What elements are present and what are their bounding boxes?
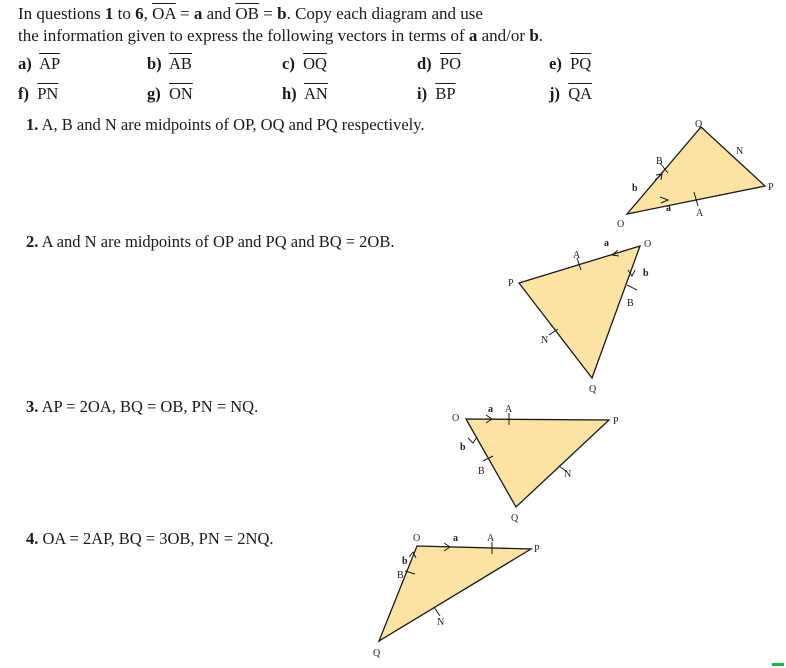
intro-text: and/or bbox=[477, 26, 530, 45]
intro-text: to bbox=[113, 4, 136, 23]
diagram-1-label-b: B bbox=[656, 156, 663, 167]
corner-marker bbox=[772, 663, 784, 666]
diagram-4-vec-a: a bbox=[453, 533, 458, 544]
item-j: j) $\overline{QA}$ bbox=[549, 84, 593, 103]
diagram-1-label-a: A bbox=[696, 208, 704, 219]
intro-text: . Copy each diagram and use bbox=[286, 4, 483, 23]
diagram-3-label-q: Q bbox=[511, 513, 519, 524]
intro-q-start: 1 bbox=[104, 4, 114, 23]
question-4: 4. OA = 2AP, BQ = 3OB, PN = 2NQ. bbox=[26, 529, 274, 548]
diagram-4-label-a: A bbox=[487, 533, 495, 544]
intro-text: In questions bbox=[18, 4, 105, 23]
diagram-4-label-p: P bbox=[534, 544, 540, 555]
diagram-4-label-q: Q bbox=[373, 648, 381, 659]
diagram-1-label-n: N bbox=[736, 146, 744, 157]
diagram-2-label-p: P bbox=[508, 278, 514, 289]
intro-text: the information given to express the following vectors in terms of bbox=[18, 26, 469, 45]
intro-text: , bbox=[143, 4, 153, 23]
diagram-3-label-o: O bbox=[452, 413, 460, 424]
item-b: b) $\overline{AB}$ bbox=[147, 54, 192, 73]
diagram-3-arrowhead-b bbox=[468, 437, 477, 443]
question-2: 2. A and N are midpoints of OP and PQ and BQ = 2OB. bbox=[26, 232, 395, 251]
item-c: c) $\overline{OQ}$ bbox=[282, 54, 327, 73]
diagram-2-label-b: B bbox=[627, 298, 634, 309]
item-a: a) $\overline{AP}$ bbox=[18, 54, 61, 73]
diagram-1-label-o: O bbox=[617, 219, 625, 230]
intro-text: . bbox=[538, 26, 544, 45]
diagram-3-triangle bbox=[466, 419, 609, 507]
intro-q-end: 6 bbox=[135, 4, 144, 23]
diagram-3 bbox=[452, 404, 619, 524]
diagram-3-label-p: P bbox=[613, 416, 619, 427]
diagram-1-triangle bbox=[627, 127, 765, 214]
diagram-2-tick-b bbox=[627, 285, 637, 290]
vector-a: a bbox=[193, 4, 203, 23]
diagram-2-label-n: N bbox=[541, 335, 549, 346]
diagram-1-label-p: P bbox=[768, 182, 774, 193]
vector-oa: $\overline{OA}$ bbox=[152, 4, 176, 23]
item-e: e) $\overline{PQ}$ bbox=[549, 54, 592, 73]
diagram-1-vec-b: b bbox=[632, 183, 638, 194]
diagram-2-vec-b: b bbox=[643, 268, 649, 279]
vector-b: b bbox=[277, 4, 287, 23]
diagram-4-label-n: N bbox=[437, 617, 445, 628]
vector-b: b bbox=[529, 26, 539, 45]
item-f: f) $\overline{PN}$ bbox=[18, 84, 59, 103]
item-i: i) $\overline{BP}$ bbox=[417, 84, 456, 103]
diagram-4-vec-b: b bbox=[402, 556, 408, 567]
item-g: g) $\overline{ON}$ bbox=[147, 84, 193, 103]
diagram-4-tick-n bbox=[434, 607, 440, 616]
diagram-3-label-a: A bbox=[505, 404, 513, 415]
diagram-1-label-q: Q bbox=[695, 119, 703, 130]
question-1: 1. A, B and N are midpoints of OP, OQ and PQ respectively. bbox=[26, 115, 425, 134]
diagram-3-vec-a: a bbox=[488, 404, 493, 415]
diagram-3-label-n: N bbox=[564, 469, 572, 480]
diagram-1-vec-a: a bbox=[666, 203, 671, 214]
question-3: 3. AP = 2OA, BQ = OB, PN = NQ. bbox=[26, 397, 259, 416]
diagram-4-label-o: O bbox=[413, 533, 421, 544]
intro-text: and bbox=[202, 4, 236, 23]
diagram-3-label-b: B bbox=[478, 466, 485, 477]
diagram-2-vec-a: a bbox=[604, 238, 609, 249]
intro-text: = bbox=[259, 4, 278, 23]
item-h: h) $\overline{AN}$ bbox=[282, 84, 328, 103]
vector-a: a bbox=[468, 26, 478, 45]
diagram-4-label-b: B bbox=[397, 570, 404, 581]
diagram-1 bbox=[617, 119, 774, 230]
diagram-2-label-a: A bbox=[573, 250, 581, 261]
intro-text: = bbox=[175, 4, 194, 23]
diagram-4 bbox=[373, 533, 540, 659]
diagram-3-vec-b: b bbox=[460, 442, 466, 453]
diagram-2 bbox=[508, 238, 651, 395]
vector-ob: $\overline{OB}$ bbox=[235, 4, 260, 23]
diagram-2-label-q: Q bbox=[589, 384, 597, 395]
item-d: d) $\overline{PO}$ bbox=[417, 54, 462, 73]
diagram-2-label-o: O bbox=[644, 239, 652, 250]
